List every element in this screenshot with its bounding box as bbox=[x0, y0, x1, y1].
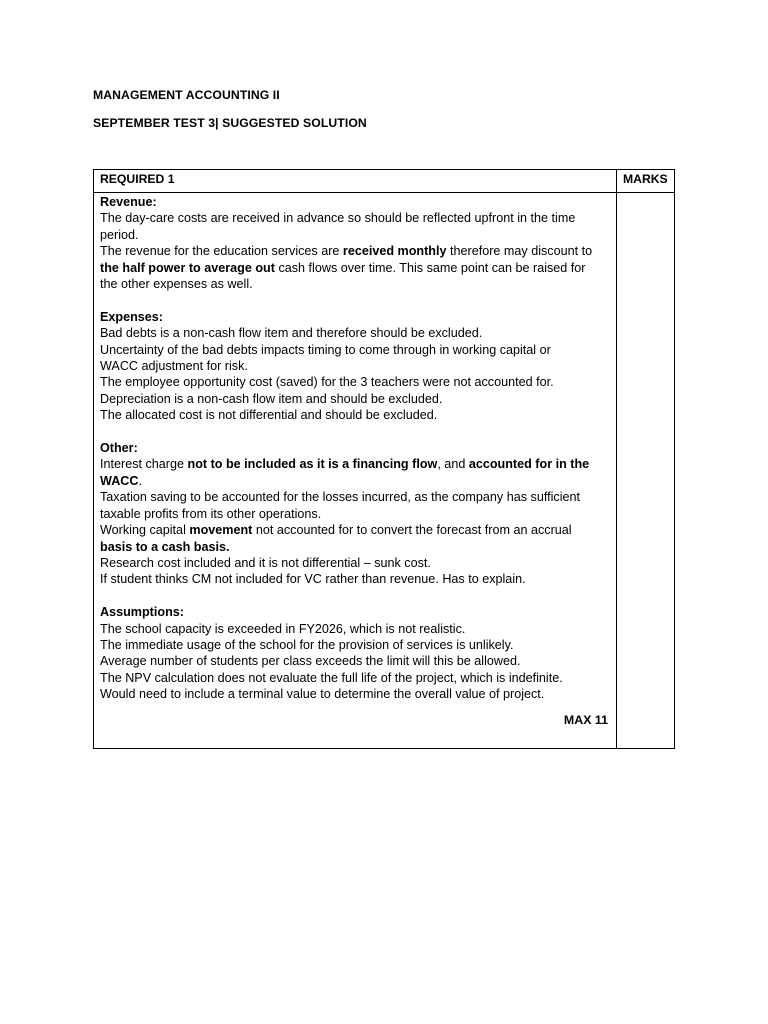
section-heading: Revenue: bbox=[100, 195, 157, 209]
text-line bbox=[100, 456, 610, 472]
section-spacer bbox=[100, 292, 610, 308]
text-line bbox=[100, 227, 610, 243]
text-run: Bad debts is a non-cash flow item and therefore should be excluded. bbox=[100, 326, 483, 341]
text-line bbox=[100, 407, 610, 423]
text-line bbox=[100, 276, 610, 292]
bold-text-run: WACC bbox=[100, 473, 139, 488]
text-run: Uncertainty of the bad debts impacts timing to come through in working capital or bbox=[100, 342, 551, 357]
text-run: Average number of students per class exceeds the limit will this be allowed. bbox=[100, 654, 521, 669]
marks-label: MARKS bbox=[623, 172, 668, 186]
bold-text-run: accounted for in the bbox=[468, 457, 590, 472]
section-spacer bbox=[100, 588, 610, 604]
text-line bbox=[100, 555, 610, 571]
text-run: Would need to include a terminal value to determine the overall value of project. bbox=[100, 687, 545, 702]
section-spacer bbox=[100, 424, 610, 440]
text-run: The NPV calculation does not evaluate the full life of the project, which is indefinite. bbox=[100, 670, 563, 685]
required-header-cell bbox=[94, 170, 617, 193]
bold-text-run: basis to a cash basis. bbox=[100, 539, 230, 554]
text-line bbox=[100, 686, 610, 702]
text-line bbox=[100, 473, 610, 489]
text-run: cash flows over time. This same point can be raised for bbox=[274, 260, 586, 275]
table-body-row bbox=[94, 193, 675, 749]
marks-header-cell bbox=[617, 170, 675, 193]
table-header-row bbox=[94, 170, 675, 193]
text-run: taxable profits from its other operations. bbox=[100, 506, 322, 521]
text-run: therefore may discount to bbox=[446, 244, 593, 259]
text-line bbox=[100, 539, 610, 555]
text-run: , and bbox=[437, 457, 469, 472]
marks-cell bbox=[617, 193, 675, 749]
text-run: The day-care costs are received in advance so should be reflected upfront in the time bbox=[100, 211, 576, 226]
text-line bbox=[100, 621, 610, 637]
text-line bbox=[100, 325, 610, 341]
bold-text-run: the half power to average out bbox=[100, 260, 275, 275]
text-line bbox=[100, 260, 610, 276]
text-line bbox=[100, 358, 610, 374]
max-marks: MAX 11 bbox=[563, 712, 608, 727]
text-run: Working capital bbox=[100, 523, 190, 538]
document-subtitle: SEPTEMBER TEST 3| SUGGESTED SOLUTION bbox=[93, 116, 367, 130]
required-label: REQUIRED 1 bbox=[100, 172, 175, 186]
text-run: The employee opportunity cost (saved) for the 3 teachers were not accounted for. bbox=[100, 375, 554, 390]
section-heading: Expenses: bbox=[100, 309, 163, 324]
text-line bbox=[100, 653, 610, 669]
text-run: The allocated cost is not differential and should be excluded. bbox=[100, 408, 438, 423]
text-run: The immediate usage of the school for the provision of services is unlikely. bbox=[100, 637, 514, 652]
bold-text-run: received monthly bbox=[342, 244, 447, 259]
text-run: The school capacity is exceeded in FY2026, which is not realistic. bbox=[100, 621, 466, 636]
text-line bbox=[100, 374, 610, 390]
text-run: the other expenses as well. bbox=[100, 277, 253, 292]
text-run: Interest charge bbox=[100, 457, 188, 472]
section-heading: Assumptions: bbox=[100, 605, 184, 620]
text-line bbox=[100, 506, 610, 522]
text-line bbox=[100, 489, 610, 505]
text-line bbox=[100, 571, 610, 587]
solution-content-cell bbox=[94, 193, 617, 749]
bold-text-run: not to be included as it is a financing flow bbox=[187, 457, 438, 472]
text-line bbox=[100, 637, 610, 653]
section-heading: Other: bbox=[100, 441, 138, 456]
solution-table bbox=[93, 169, 675, 749]
text-line bbox=[100, 391, 610, 407]
bold-text-run: movement bbox=[189, 523, 253, 538]
text-line bbox=[100, 243, 610, 259]
text-run: Research cost included and it is not differential – sunk cost. bbox=[100, 555, 431, 570]
text-line bbox=[100, 670, 610, 686]
text-run: not accounted for to convert the forecast from an accrual bbox=[252, 523, 572, 538]
text-run: If student thinks CM not included for VC rather than revenue. Has to explain. bbox=[100, 572, 526, 587]
text-run: Taxation saving to be accounted for the losses incurred, as the company has sufficient bbox=[100, 490, 581, 505]
document-title: MANAGEMENT ACCOUNTING II bbox=[93, 88, 280, 102]
solution-body bbox=[94, 193, 616, 703]
text-run: WACC adjustment for risk. bbox=[100, 359, 248, 374]
text-run: period. bbox=[100, 227, 139, 242]
text-run: . bbox=[138, 473, 142, 488]
text-run: The revenue for the education services are bbox=[100, 244, 343, 259]
text-line bbox=[100, 522, 610, 538]
text-line bbox=[100, 342, 610, 358]
text-run: Depreciation is a non-cash flow item and should be excluded. bbox=[100, 391, 443, 406]
text-line bbox=[100, 210, 610, 226]
